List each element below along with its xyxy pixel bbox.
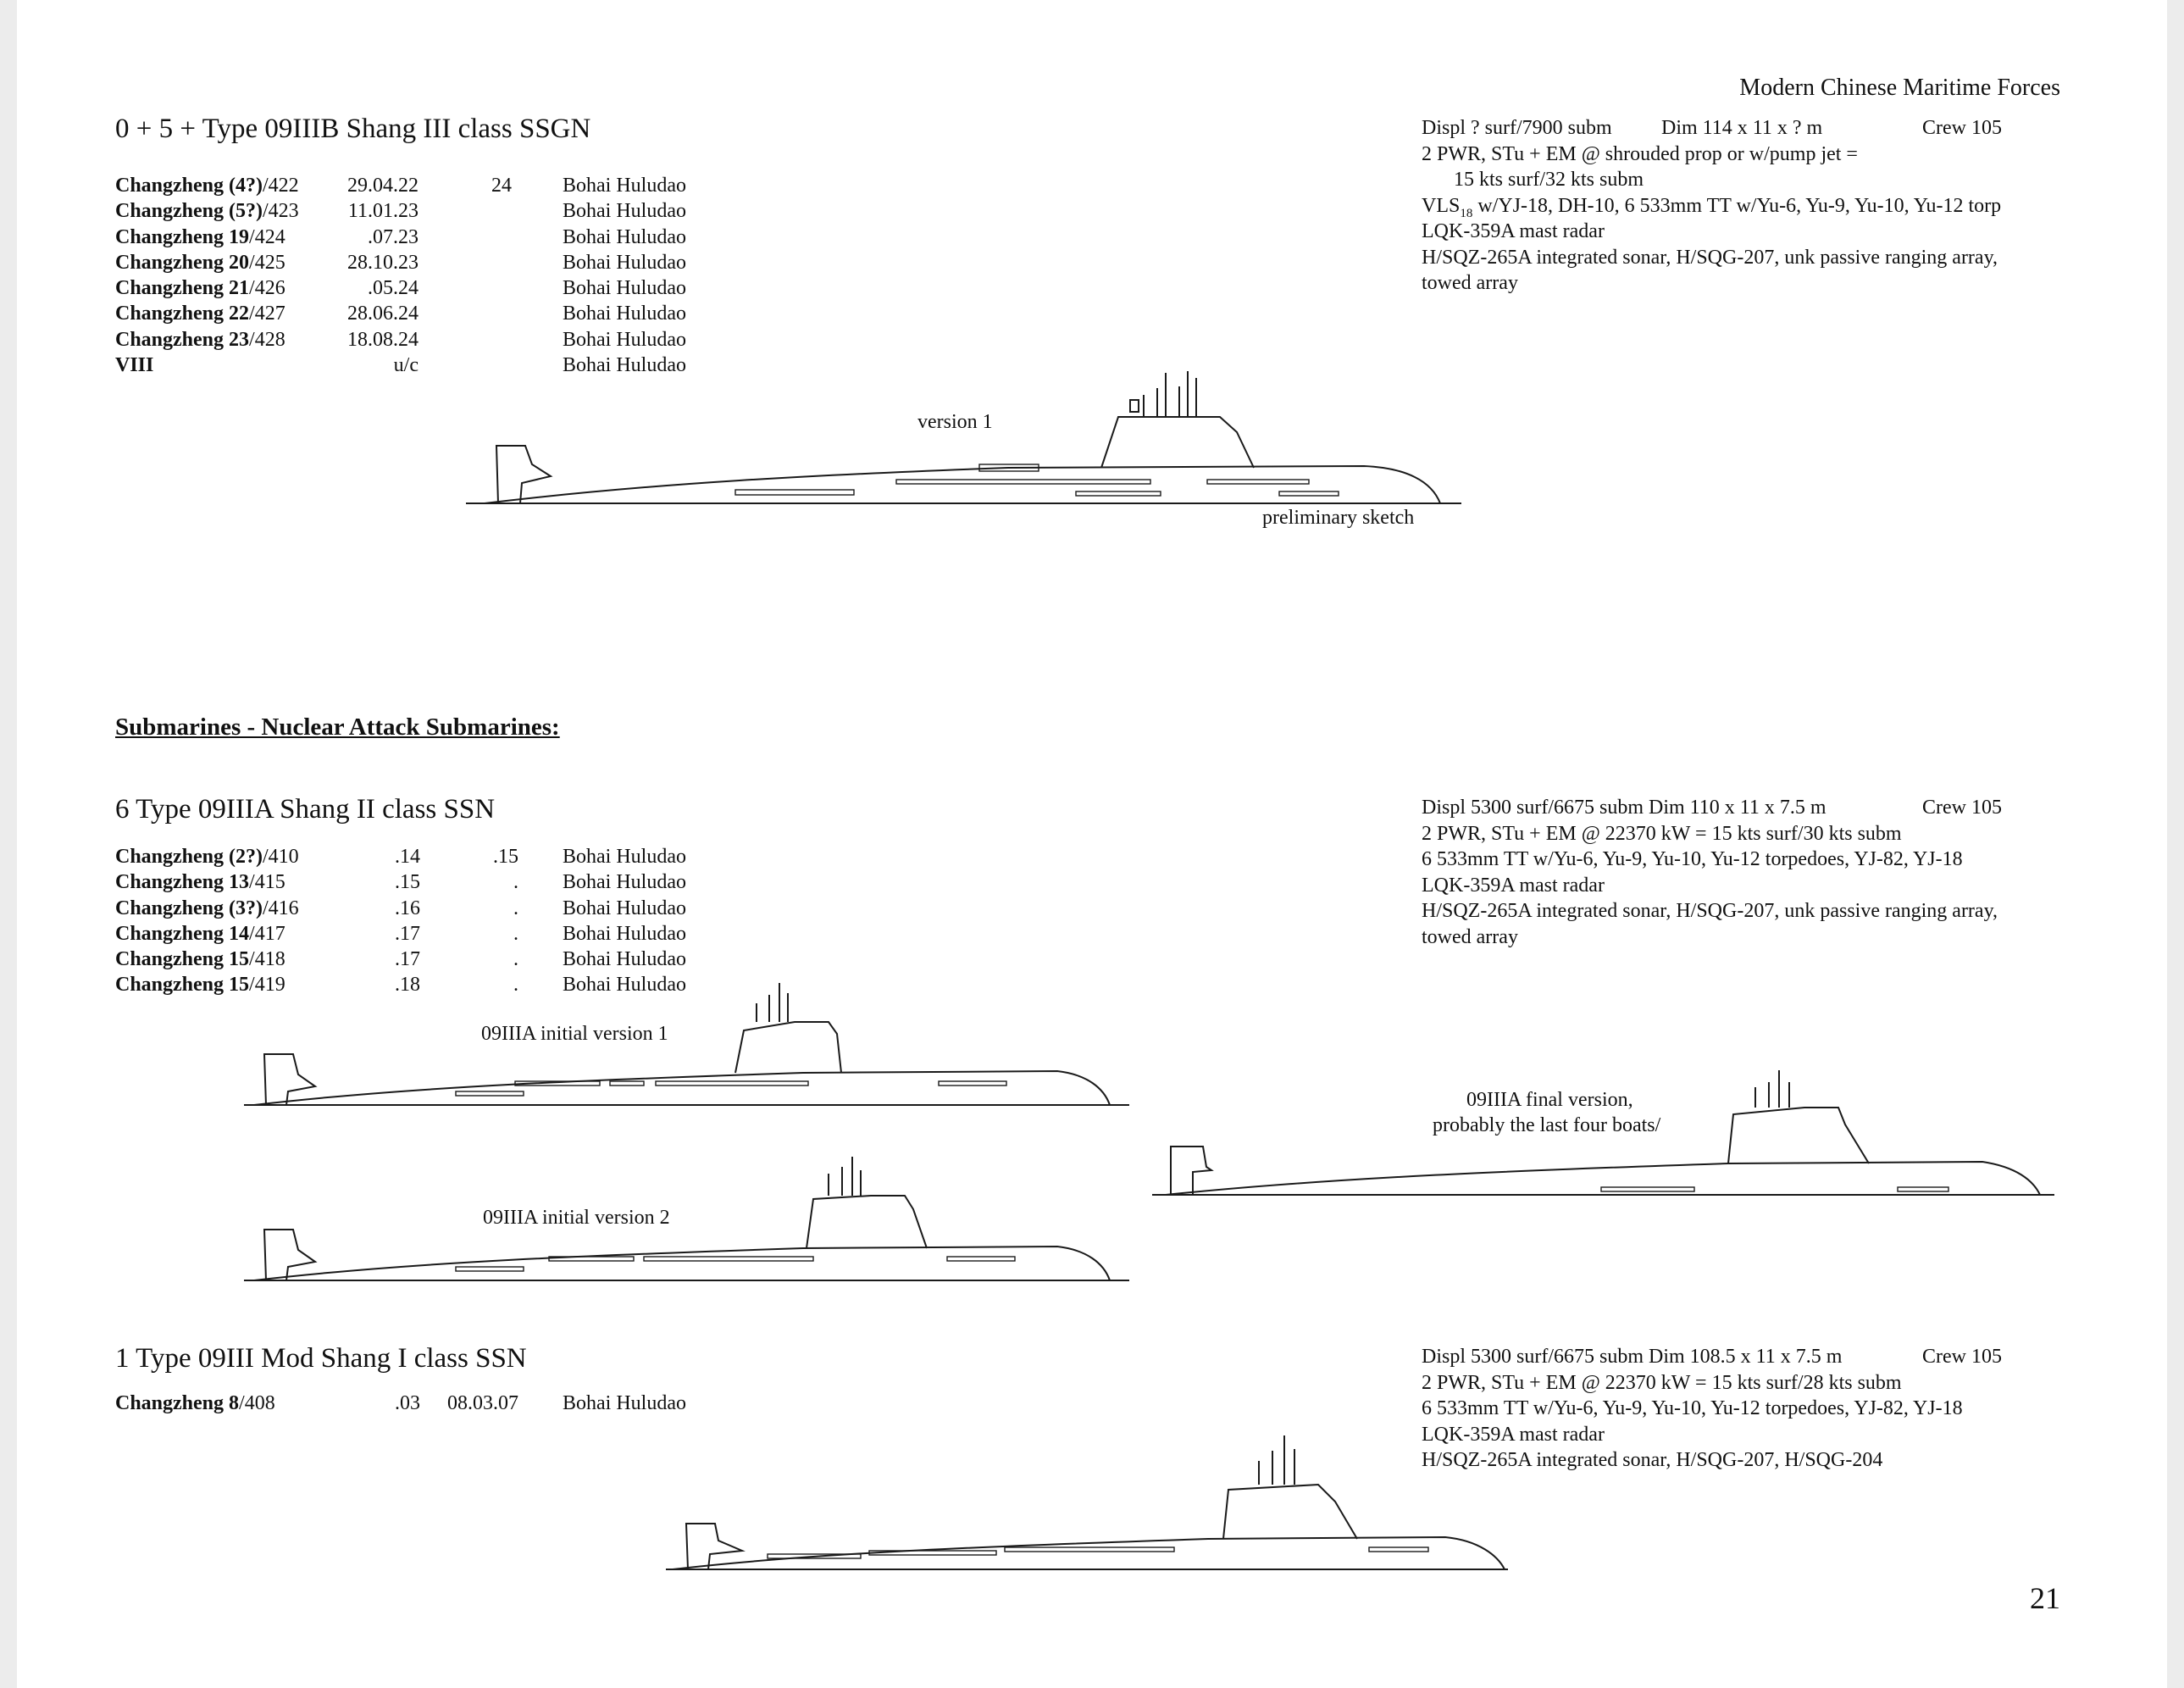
ssn1-spec-radar: LQK-359A mast radar	[1422, 1423, 1605, 1446]
boat-name: Changzheng 8/408	[115, 1392, 275, 1414]
ssn2-caption-final-1: 09IIIA final version,	[1466, 1089, 1633, 1111]
ssn2-final-profile-drawing	[1152, 1062, 2059, 1197]
ssn2-spec-displ: Displ 5300 surf/6675 subm Dim 110 x 11 x 7.5 m	[1422, 797, 1826, 819]
ssn2-spec-propulsion: 2 PWR, STu + EM @ 22370 kW = 15 kts surf/30 kts subm	[1422, 822, 1902, 845]
boat-name: Changzheng 13/415	[115, 871, 285, 894]
ssgn-caption-sketch: preliminary sketch	[1262, 507, 1415, 529]
boat-date-2: 08.03.07	[447, 1392, 518, 1414]
boat-date-1: 11.01.23	[347, 200, 419, 223]
ssn2-spec-radar: LQK-359A mast radar	[1422, 874, 1605, 897]
boat-shipyard: Bohai Huludao	[563, 871, 686, 894]
ssn2-spec-sonar: H/SQZ-265A integrated sonar, H/SQG-207, unk passive ranging array,	[1422, 900, 1998, 922]
boat-date-1: .05.24	[368, 277, 419, 300]
ssn1-spec-crew: Crew 105	[1922, 1346, 2002, 1368]
boat-row	[115, 947, 708, 972]
boat-date-2: .	[513, 871, 518, 894]
ssn2-v2-profile-drawing	[244, 1148, 1134, 1284]
boat-row	[115, 896, 708, 921]
boat-name: Changzheng 15/418	[115, 948, 285, 971]
boat-name: Changzheng 21/426	[115, 277, 285, 300]
ssgn-spec-dim: Dim 114 x 11 x ? m	[1661, 117, 1823, 139]
ssn2-class-title: 6 Type 09IIIA Shang II class SSN	[115, 794, 496, 825]
boat-date-1: .16	[395, 897, 420, 919]
boat-shipyard: Bohai Huludao	[563, 225, 686, 248]
boat-shipyard: Bohai Huludao	[563, 354, 686, 377]
ssgn-spec-radar: LQK-359A mast radar	[1422, 220, 1605, 242]
ssn1-profile-drawing	[666, 1417, 1513, 1578]
ssgn-spec-sonar: H/SQZ-265A integrated sonar, H/SQG-207, unk passive ranging array,	[1422, 246, 1998, 269]
ssn1-class-title: 1 Type 09III Mod Shang I class SSN	[115, 1343, 527, 1374]
boat-shipyard: Bohai Huludao	[563, 1392, 686, 1414]
boat-date-1: .07.23	[368, 225, 419, 248]
ssgn-spec-speed: 15 kts surf/32 kts subm	[1454, 169, 1644, 191]
ssgn-spec-armament: $VLS_{18}$ w/YJ-18, DH-10, 6 533mm TT w/Yu-6, Yu-9, Yu-10, Yu-12 torp	[1422, 194, 2002, 220]
ssgn-profile-drawing	[466, 356, 1466, 508]
boat-name: Changzheng 22/427	[115, 303, 285, 325]
ssn1-specs	[1422, 1344, 2082, 1474]
ssn2-spec-sonar-cont: towed array	[1422, 925, 1518, 948]
running-header: Modern Chinese Maritime Forces	[1739, 75, 2060, 101]
boat-date-2: .	[513, 948, 518, 971]
ssgn-caption-version: version 1	[917, 411, 993, 433]
boat-row	[115, 275, 708, 301]
boat-name: Changzheng (4?)/422	[115, 175, 299, 197]
boat-date-1: .15	[395, 871, 420, 894]
boat-shipyard: Bohai Huludao	[563, 251, 686, 274]
ssn1-spec-sonar: H/SQZ-265A integrated sonar, H/SQG-207, H/SQG-204	[1422, 1449, 1883, 1471]
boat-row	[115, 327, 708, 353]
ssgn-class-title: 0 + 5 + Type 09IIIB Shang III class SSGN	[115, 114, 591, 144]
boat-date-1: 29.04.22	[347, 175, 419, 197]
ssgn-spec-crew: Crew 105	[1922, 117, 2002, 139]
boat-date-2: .	[513, 974, 518, 997]
boat-shipyard: Bohai Huludao	[563, 922, 686, 945]
boat-row	[115, 225, 708, 250]
boat-name: Changzheng (3?)/416	[115, 897, 299, 919]
ssn2-caption-v2: 09IIIA initial version 2	[483, 1207, 670, 1229]
ssn2-specs	[1422, 795, 2082, 950]
ssn1-spec-propulsion: 2 PWR, STu + EM @ 22370 kW = 15 kts surf/28 kts subm	[1422, 1371, 1902, 1394]
ssn1-spec-armament: 6 533mm TT w/Yu-6, Yu-9, Yu-10, Yu-12 torpedoes, YJ-82, YJ-18	[1422, 1397, 1963, 1419]
boat-date-1: .14	[395, 846, 420, 868]
boat-shipyard: Bohai Huludao	[563, 974, 686, 997]
boat-name: Changzheng 15/419	[115, 974, 285, 997]
ssn2-spec-armament: 6 533mm TT w/Yu-6, Yu-9, Yu-10, Yu-12 torpedoes, YJ-82, YJ-18	[1422, 848, 1963, 870]
boat-date-1: 28.10.23	[347, 251, 419, 274]
boat-shipyard: Bohai Huludao	[563, 175, 686, 197]
boat-date-1: u/c	[393, 354, 419, 377]
boat-date-1: .17	[395, 948, 420, 971]
ssgn-spec-sonar-cont: towed array	[1422, 272, 1518, 294]
boat-shipyard: Bohai Huludao	[563, 303, 686, 325]
ssn2-v1-profile-drawing	[244, 973, 1134, 1108]
section-heading: Submarines - Nuclear Attack Submarines:	[115, 714, 560, 741]
boat-date-1: 28.06.24	[347, 303, 419, 325]
boat-shipyard: Bohai Huludao	[563, 277, 686, 300]
boat-date-2: .15	[493, 846, 518, 868]
boat-shipyard: Bohai Huludao	[563, 846, 686, 868]
page-number: 21	[2030, 1581, 2060, 1615]
boat-shipyard: Bohai Huludao	[563, 200, 686, 223]
boat-shipyard: Bohai Huludao	[563, 948, 686, 971]
boat-row	[115, 301, 708, 326]
ssn1-boat-list	[115, 1391, 708, 1416]
boat-row	[115, 921, 708, 947]
ssgn-spec-displ: Displ ? surf/7900 subm	[1422, 117, 1612, 139]
document-page	[17, 0, 2167, 1688]
boat-row	[115, 250, 708, 275]
boat-name: Changzheng (2?)/410	[115, 846, 299, 868]
boat-shipyard: Bohai Huludao	[563, 328, 686, 351]
ssn2-caption-v1: 09IIIA initial version 1	[481, 1023, 668, 1045]
boat-date-1: .18	[395, 974, 420, 997]
boat-row	[115, 869, 708, 895]
boat-name: Changzheng 19/424	[115, 225, 285, 248]
boat-date-2: .	[513, 922, 518, 945]
boat-name: Changzheng 23/428	[115, 328, 285, 351]
boat-row	[115, 198, 708, 224]
boat-name: Changzheng 20/425	[115, 251, 285, 274]
boat-date-1: .17	[395, 922, 420, 945]
boat-shipyard: Bohai Huludao	[563, 897, 686, 919]
boat-name: Changzheng (5?)/423	[115, 200, 299, 223]
boat-row	[115, 844, 708, 869]
ssn1-spec-displ: Displ 5300 surf/6675 subm Dim 108.5 x 11 x 7.5 m	[1422, 1346, 1843, 1368]
boat-date-2: .	[513, 897, 518, 919]
boat-date-1: 18.08.24	[347, 328, 419, 351]
boat-date-1: .03	[395, 1392, 420, 1414]
boat-date-2: 24	[491, 175, 512, 197]
boat-name: VIII	[115, 354, 154, 377]
boat-name: Changzheng 14/417	[115, 922, 285, 945]
ssgn-specs	[1422, 115, 2082, 297]
boat-row	[115, 173, 708, 198]
ssgn-spec-propulsion: 2 PWR, STu + EM @ shrouded prop or w/pump jet =	[1422, 142, 1858, 165]
boat-row	[115, 1391, 708, 1416]
ssn2-caption-final-2: probably the last four boats/	[1433, 1114, 1661, 1136]
ssn2-spec-crew: Crew 105	[1922, 797, 2002, 819]
ssgn-boat-list	[115, 173, 708, 378]
